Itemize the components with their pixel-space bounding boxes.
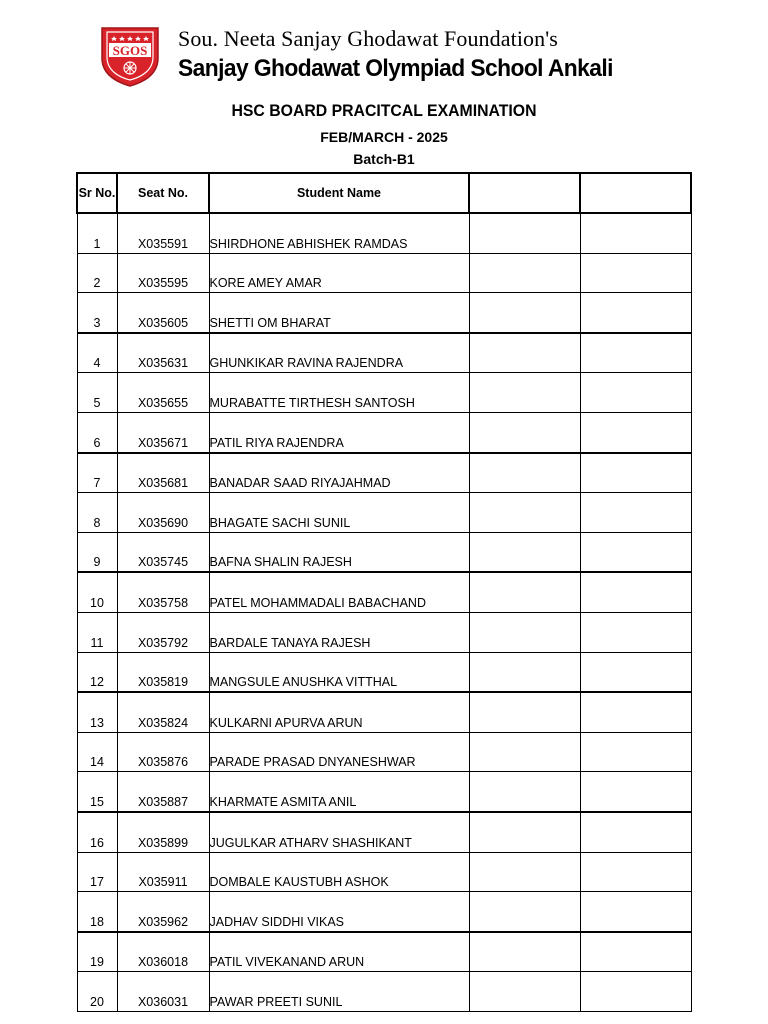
- seat-no-cell: X036031: [117, 972, 209, 1012]
- student-name-cell: KORE AMEY AMAR: [209, 253, 469, 293]
- sr-no-cell: 1: [77, 213, 117, 253]
- seat-no-cell: X035681: [117, 453, 209, 493]
- header-seat-no: Seat No.: [117, 173, 209, 213]
- student-name-cell: PATEL MOHAMMADALI BABACHAND: [209, 572, 469, 612]
- blank-cell: [580, 612, 691, 652]
- table-row: [77, 652, 691, 692]
- blank-cell: [580, 852, 691, 892]
- blank-cell: [469, 412, 580, 452]
- table-row: [77, 812, 691, 852]
- table-row: [77, 293, 691, 333]
- sr-no-cell: 8: [77, 493, 117, 533]
- blank-cell: [469, 293, 580, 333]
- table-row: [77, 932, 691, 972]
- table-row: [77, 612, 691, 652]
- header-student-name: Student Name: [209, 173, 469, 213]
- blank-cell: [469, 493, 580, 533]
- student-name-cell: MANGSULE ANUSHKA VITTHAL: [209, 652, 469, 692]
- exam-title: HSC BOARD PRACITCAL EXAMINATION: [231, 101, 537, 120]
- blank-cell: [469, 572, 580, 612]
- blank-cell: [469, 253, 580, 293]
- seat-no-cell: X036018: [117, 932, 209, 972]
- sr-no-cell: 20: [77, 972, 117, 1012]
- seat-no-cell: X035876: [117, 732, 209, 772]
- blank-cell: [469, 532, 580, 572]
- table-row: [77, 373, 691, 413]
- student-roster-table: [76, 172, 692, 1012]
- seat-no-cell: X035605: [117, 293, 209, 333]
- school-name: Sanjay Ghodawat Olympiad School Ankali: [178, 55, 613, 82]
- student-name-cell: JUGULKAR ATHARV SHASHIKANT: [209, 812, 469, 852]
- sr-no-cell: 5: [77, 373, 117, 413]
- student-name-cell: BHAGATE SACHI SUNIL: [209, 493, 469, 533]
- sr-no-cell: 4: [77, 333, 117, 373]
- blank-cell: [580, 373, 691, 413]
- seat-no-cell: X035758: [117, 572, 209, 612]
- sr-no-cell: 3: [77, 293, 117, 333]
- seat-no-cell: X035745: [117, 532, 209, 572]
- student-name-cell: PATIL RIYA RAJENDRA: [209, 412, 469, 452]
- student-name-cell: PAWAR PREETI SUNIL: [209, 972, 469, 1012]
- blank-cell: [469, 333, 580, 373]
- seat-no-cell: X035824: [117, 692, 209, 732]
- foundation-name: Sou. Neeta Sanjay Ghodawat Foundation's: [178, 26, 558, 51]
- student-name-cell: KHARMATE ASMITA ANIL: [209, 772, 469, 812]
- table-row: [77, 213, 691, 253]
- student-name-cell: BANADAR SAAD RIYAJAHMAD: [209, 453, 469, 493]
- blank-cell: [469, 852, 580, 892]
- header-blank-2: [580, 173, 691, 213]
- blank-cell: [580, 692, 691, 732]
- seat-no-cell: X035671: [117, 412, 209, 452]
- sr-no-cell: 12: [77, 652, 117, 692]
- blank-cell: [580, 412, 691, 452]
- sr-no-cell: 17: [77, 852, 117, 892]
- blank-cell: [469, 932, 580, 972]
- table-row: [77, 692, 691, 732]
- sr-no-cell: 13: [77, 692, 117, 732]
- batch-label: Batch-B1: [353, 151, 415, 167]
- blank-cell: [469, 692, 580, 732]
- seat-no-cell: X035887: [117, 772, 209, 812]
- sr-no-cell: 15: [77, 772, 117, 812]
- blank-cell: [469, 812, 580, 852]
- blank-cell: [469, 652, 580, 692]
- student-name-cell: PARADE PRASAD DNYANESHWAR: [209, 732, 469, 772]
- student-name-cell: JADHAV SIDDHI VIKAS: [209, 892, 469, 932]
- blank-cell: [469, 213, 580, 253]
- seat-no-cell: X035591: [117, 213, 209, 253]
- student-name-cell: SHIRDHONE ABHISHEK RAMDAS: [209, 213, 469, 253]
- seat-no-cell: X035792: [117, 612, 209, 652]
- header-sr-no: Sr No.: [77, 173, 117, 213]
- sr-no-cell: 19: [77, 932, 117, 972]
- table-row: [77, 253, 691, 293]
- student-name-cell: SHETTI OM BHARAT: [209, 293, 469, 333]
- student-name-cell: GHUNKIKAR RAVINA RAJENDRA: [209, 333, 469, 373]
- seat-no-cell: X035631: [117, 333, 209, 373]
- blank-cell: [469, 972, 580, 1012]
- blank-cell: [580, 493, 691, 533]
- school-header: [98, 24, 618, 88]
- table-header-row: [77, 173, 691, 213]
- blank-cell: [580, 532, 691, 572]
- seat-no-cell: X035655: [117, 373, 209, 413]
- blank-cell: [580, 732, 691, 772]
- blank-cell: [580, 253, 691, 293]
- table-row: [77, 493, 691, 533]
- blank-cell: [469, 612, 580, 652]
- seat-no-cell: X035911: [117, 852, 209, 892]
- sr-no-cell: 2: [77, 253, 117, 293]
- blank-cell: [580, 453, 691, 493]
- table-row: [77, 333, 691, 373]
- student-name-cell: DOMBALE KAUSTUBH ASHOK: [209, 852, 469, 892]
- table-row: [77, 732, 691, 772]
- blank-cell: [580, 812, 691, 852]
- blank-cell: [580, 932, 691, 972]
- sr-no-cell: 16: [77, 812, 117, 852]
- seat-no-cell: X035899: [117, 812, 209, 852]
- sr-no-cell: 6: [77, 412, 117, 452]
- student-name-cell: KULKARNI APURVA ARUN: [209, 692, 469, 732]
- blank-cell: [580, 572, 691, 612]
- svg-text:SGOS: SGOS: [112, 43, 148, 58]
- student-name-cell: BARDALE TANAYA RAJESH: [209, 612, 469, 652]
- sr-no-cell: 7: [77, 453, 117, 493]
- sr-no-cell: 9: [77, 532, 117, 572]
- header-blank-1: [469, 173, 580, 213]
- seat-no-cell: X035595: [117, 253, 209, 293]
- sr-no-cell: 11: [77, 612, 117, 652]
- sr-no-cell: 14: [77, 732, 117, 772]
- blank-cell: [469, 772, 580, 812]
- blank-cell: [580, 293, 691, 333]
- blank-cell: [580, 772, 691, 812]
- table-row: [77, 532, 691, 572]
- student-name-cell: MURABATTE TIRTHESH SANTOSH: [209, 373, 469, 413]
- table-row: [77, 572, 691, 612]
- table-row: [77, 852, 691, 892]
- blank-cell: [580, 652, 691, 692]
- seat-no-cell: X035690: [117, 493, 209, 533]
- exam-session: FEB/MARCH - 2025: [320, 129, 448, 145]
- blank-cell: [469, 732, 580, 772]
- blank-cell: [580, 333, 691, 373]
- blank-cell: [469, 373, 580, 413]
- sr-no-cell: 18: [77, 892, 117, 932]
- blank-cell: [580, 972, 691, 1012]
- school-crest-icon: [98, 24, 162, 88]
- table-row: [77, 972, 691, 1012]
- table-row: [77, 892, 691, 932]
- student-name-cell: PATIL VIVEKANAND ARUN: [209, 932, 469, 972]
- seat-no-cell: X035962: [117, 892, 209, 932]
- seat-no-cell: X035819: [117, 652, 209, 692]
- blank-cell: [469, 892, 580, 932]
- blank-cell: [580, 892, 691, 932]
- blank-cell: [580, 213, 691, 253]
- table-row: [77, 412, 691, 452]
- blank-cell: [469, 453, 580, 493]
- table-row: [77, 453, 691, 493]
- table-row: [77, 772, 691, 812]
- student-name-cell: BAFNA SHALIN RAJESH: [209, 532, 469, 572]
- sr-no-cell: 10: [77, 572, 117, 612]
